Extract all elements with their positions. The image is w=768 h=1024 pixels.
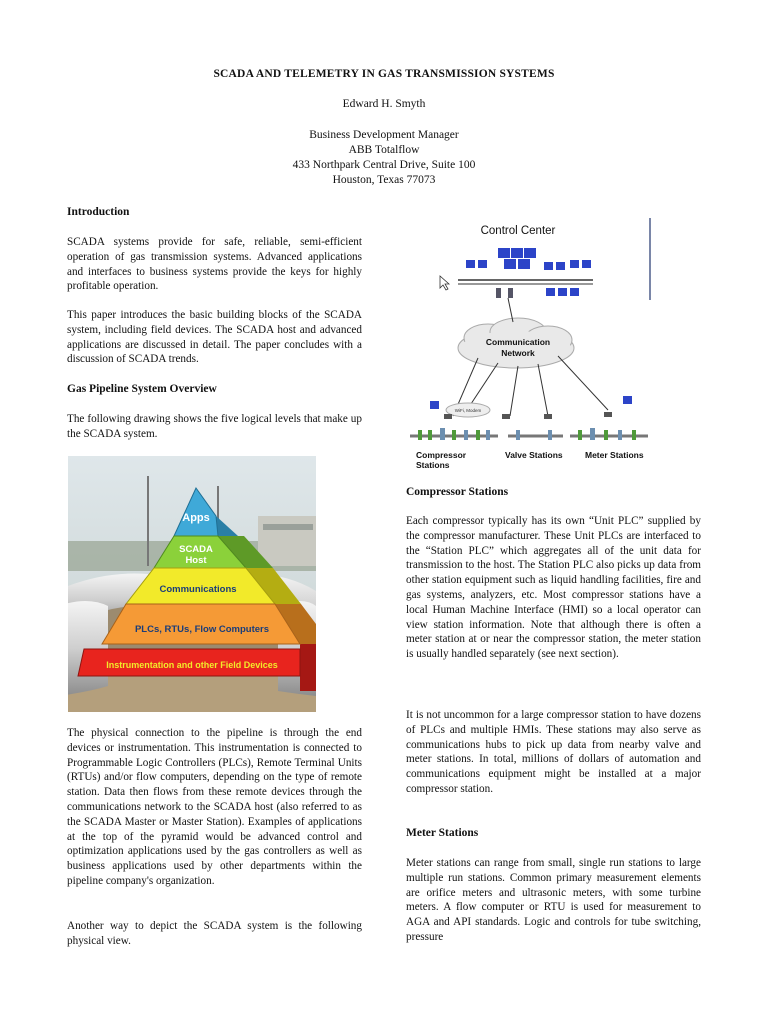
pyramid-label-comms: Communications <box>159 584 237 595</box>
label-compressor-line1: Compressor <box>416 450 467 460</box>
intro-paragraph-2 <box>67 308 362 367</box>
author-name: Edward H. Smyth <box>342 98 426 110</box>
pyramid-label-host-line1: SCADA <box>179 544 213 555</box>
compressor-paragraph-1 <box>406 514 701 662</box>
paragraph: Another way to depict the SCADA system is the following physical view. <box>67 920 362 947</box>
section-heading: Introduction <box>67 206 130 218</box>
label-compressor-line2: Stations <box>416 460 450 470</box>
paper-title: SCADA AND TELEMETRY IN GAS TRANSMISSION SYSTEMS <box>213 68 555 80</box>
address-line: ABB Totalflow <box>348 144 420 156</box>
label-comm-network-line2: Network <box>501 348 535 358</box>
overview-paragraph-1 <box>67 412 362 442</box>
station-equipment <box>410 396 648 440</box>
pyramid-label-apps: Apps <box>182 512 210 524</box>
label-comm-network-line1: Communication <box>485 337 551 347</box>
cursor-icon <box>440 276 449 290</box>
meter-paragraph-1 <box>406 856 701 945</box>
label-compressor <box>416 450 467 470</box>
paragraph: It is not uncommon for a large compressor station to have dozens of PLCs and multiple HMIs. These stations may also serve as communications hubs to pick up data from nearby valve and meter stations. In total, millions of dollars of automation and communications equipment might be installed at a major compressor station. <box>406 709 701 795</box>
label-control-center: Control Center <box>480 225 556 237</box>
section-heading: Gas Pipeline System Overview <box>67 383 217 395</box>
heading-overview <box>67 382 362 397</box>
overview-paragraph-2 <box>67 726 362 889</box>
heading-meter <box>406 826 701 841</box>
paragraph: SCADA systems provide for safe, reliable, semi-efficient operation of gas transmission systems. Advanced applications and interfaces to business systems provide the keys for highly profitable operation. <box>67 236 362 293</box>
pyramid-svg <box>68 456 316 712</box>
overview-paragraph-3 <box>67 919 362 949</box>
label-wifi: WiFi, Modem <box>454 408 482 413</box>
network-svg <box>408 218 653 470</box>
pyramid-label-plcs: PLCs, RTUs, Flow Computers <box>134 624 270 635</box>
heading-compressor <box>406 485 701 500</box>
address-line: Business Development Manager <box>309 129 459 141</box>
intro-paragraph-1 <box>67 235 362 294</box>
heading-introduction <box>67 205 362 220</box>
author-address <box>0 128 768 188</box>
label-meter: Meter Stations <box>585 450 644 460</box>
address-line: Houston, Texas 77073 <box>332 174 436 186</box>
compressor-paragraph-2 <box>406 708 701 797</box>
paragraph: The following drawing shows the five logical levels that make up the SCADA system. <box>67 413 362 440</box>
pyramid-label-host-line2: Host <box>185 555 207 566</box>
scada-pyramid-figure <box>68 456 316 712</box>
paragraph: The physical connection to the pipeline is through the end devices or instrumentation. This instrumentation is connected to Programmable Logic Controllers (PLCs), Remote Terminal Units (RTUs) and/or flow computers, depending on the type of remote station. Data then flows from these remote devices through the communications network to the SCADA host (also referred to as the SCADA Master or Master Station). Examples of applications at the top of the pyramid would be advanced control and optimization applications used by the gas controllers as well as business applications used by other departments within the pipeline company's organization. <box>67 727 362 887</box>
paragraph: This paper introduces the basic building blocks of the SCADA system, including field devices. The SCADA host and advanced applications are discussed in detail. The paper concludes with a discussion of SCADA trends. <box>67 309 362 366</box>
paragraph: Each compressor typically has its own “Unit PLC” supplied by the compressor manufacturer. These Unit PLCs are interfaced to the “Station PLC” which aggregates all of the unit data for transmission to the host. The Station PLC also picks up data from other station equipment such as liquid handling facilities, fire and gas systems, analyzers, etc. Most compressor stations have a local Human Machine Interface (HMI) so a local operator can view station information. Note that although there is often a meter station at or near the compressor station, the meter station is usually handled separately (see next section). <box>406 515 701 661</box>
section-heading: Compressor Stations <box>406 486 509 498</box>
control-center-workstations <box>466 248 591 298</box>
scada-network-diagram <box>408 218 653 470</box>
label-valve: Valve Stations <box>505 450 563 460</box>
pyramid-label-instrumentation: Instrumentation and other Field Devices <box>106 660 278 670</box>
section-heading: Meter Stations <box>406 827 479 839</box>
paragraph: Meter stations can range from small, single run stations to large multiple run stations. Common primary measurement elements are orifice meters and ultrasonic meters, with some turbine meters. A flow computer or RTU is used for measurement to AGA and API standards. Logic and controls for tube switching, pressure <box>406 857 701 943</box>
address-line: 433 Northpark Central Drive, Suite 100 <box>292 159 476 171</box>
